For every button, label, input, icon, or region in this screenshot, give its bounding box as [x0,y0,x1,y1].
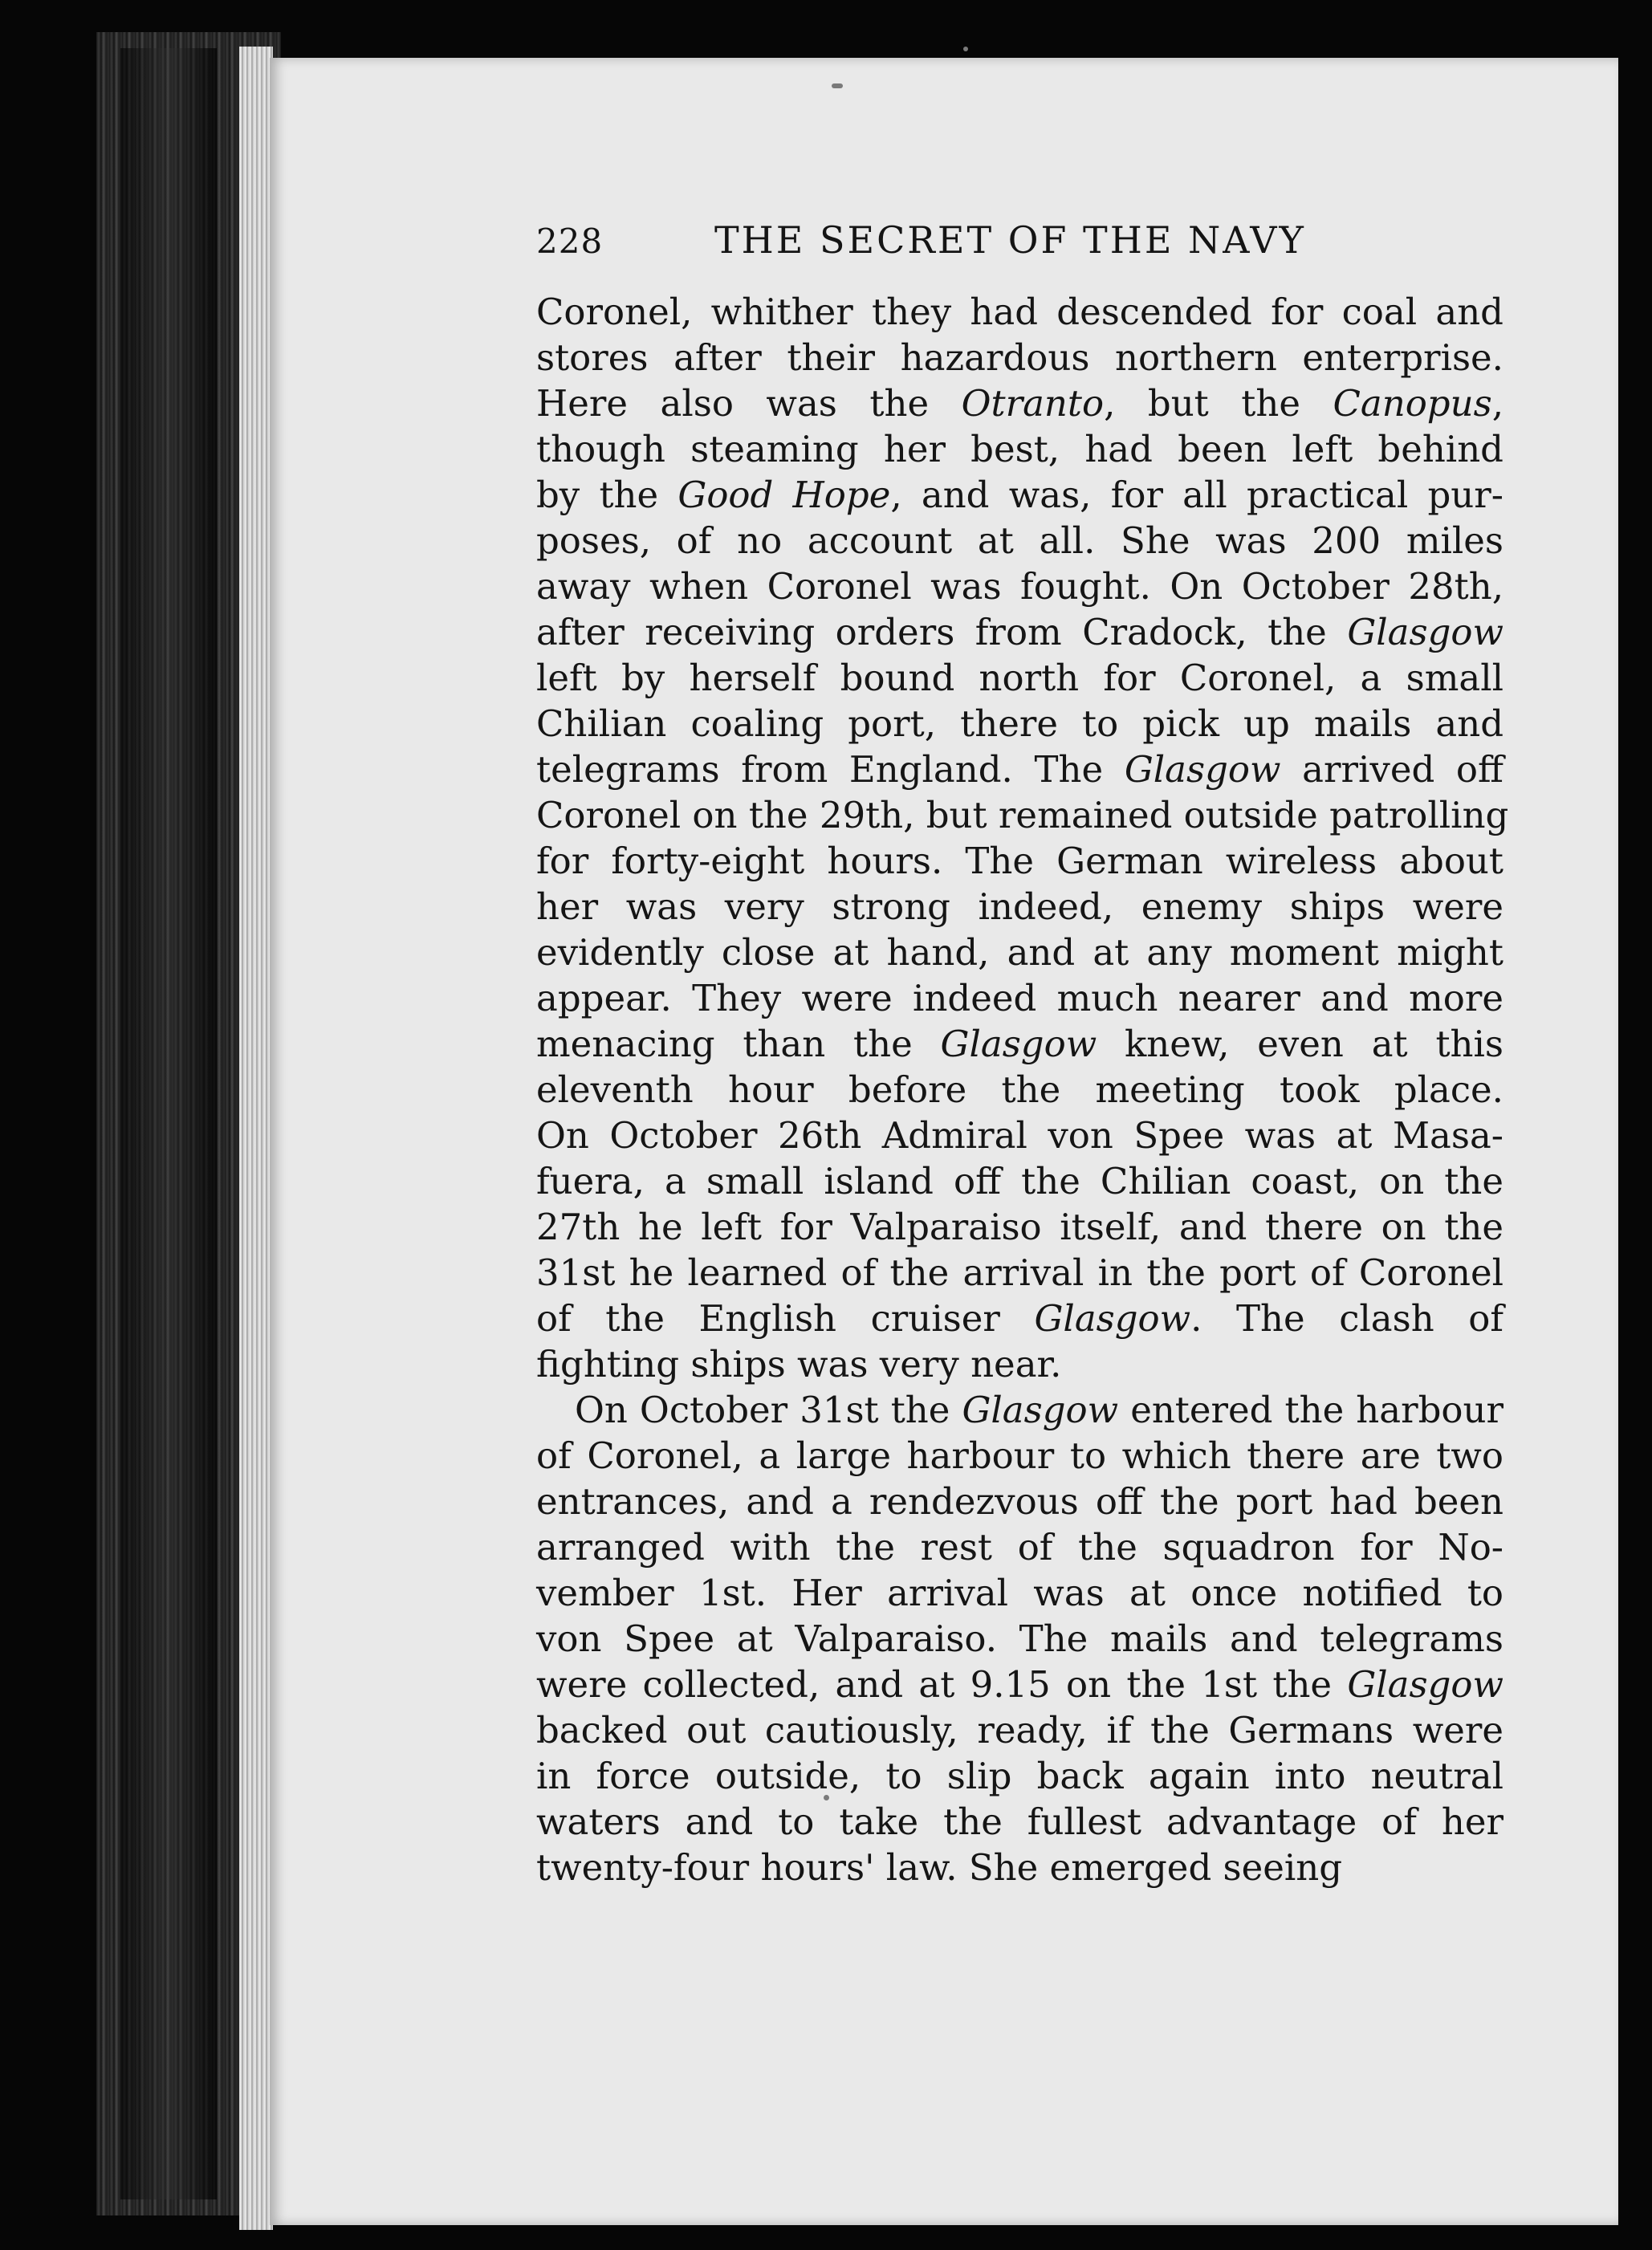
text-run: On October 31st the [575,1389,962,1431]
running-head [536,215,1339,271]
text-line [536,289,1503,335]
text-run: 31st he learned of the arrival in the port of Coronel [536,1251,1503,1294]
text-run: entered the harbour [1118,1389,1503,1431]
text-line [536,1158,1503,1204]
text-line [536,884,1503,930]
text-run: of the English cruiser [536,1297,1035,1340]
text-line [536,1387,1503,1433]
text-run: her was very strong indeed, enemy ships were [536,885,1503,928]
text-run: , [1491,382,1503,425]
text-line [536,1296,1503,1341]
text-line [536,1799,1503,1845]
text-run: menacing than the [536,1023,941,1065]
text-line [536,380,1503,426]
text-run: Chilian coaling port, there to pick up mails and [536,702,1503,745]
text-run: , and was, for all practical pur- [890,474,1503,516]
text-line [536,518,1503,564]
text-line [536,426,1503,472]
text-line [536,1341,1503,1387]
text-run: fighting ships was very near. [536,1343,1062,1385]
ship-name: Glasgow [940,1023,1097,1065]
text-run: Coronel, whither they had descended for coal and [536,291,1503,333]
scan-speck [963,47,968,51]
text-line [536,747,1503,792]
text-run: eleventh hour before the meeting took place. [536,1068,1503,1111]
text-line [536,564,1503,609]
ship-name: Glasgow [1347,611,1503,653]
running-title: THE SECRET OF THE NAVY [714,218,1306,262]
text-run: , but the [1104,382,1333,425]
text-run: appear. They were indeed much nearer and more [536,977,1503,1019]
text-line [536,609,1503,655]
text-run: twenty-four hours' law. She emerged seeing [536,1846,1343,1889]
ship-name: Canopus [1333,382,1492,425]
ship-name: Glasgow [1124,748,1281,791]
text-run: entrances, and a rendezvous off the port had been [536,1480,1503,1523]
text-line [536,701,1503,747]
scan-speck [832,83,843,88]
text-run: evidently close at hand, and at any moment might [536,931,1503,974]
spine-shadow [120,48,217,2199]
text-run: poses, of no account at all. She was 200 miles [536,519,1503,562]
text-line [536,1204,1503,1250]
text-run: vember 1st. Her arrival was at once notified to [536,1572,1503,1614]
text-run: though steaming her best, had been left behind [536,428,1503,470]
page-edges [239,47,273,2230]
ship-name: Good Hope [677,474,891,516]
text-run: arranged with the rest of the squadron for No- [536,1526,1503,1568]
text-line [536,1753,1503,1799]
text-run: fuera, a small island off the Chilian coast, on the [536,1160,1503,1202]
text-run: 27th he left for Valparaiso itself, and there on the [536,1206,1503,1248]
text-line [536,1570,1503,1616]
text-line [536,1067,1503,1113]
body-text [536,289,1509,1890]
text-line [536,1250,1503,1296]
text-run: . The clash of [1190,1297,1504,1340]
text-line [536,838,1503,884]
text-line [536,1616,1503,1662]
text-run: after receiving orders from Cradock, the [536,611,1348,653]
text-run: stores after their hazardous northern enterprise. [536,336,1503,379]
text-run: for forty-eight hours. The German wireless about [536,840,1503,882]
text-line [536,335,1503,380]
text-line [536,1662,1503,1707]
text-run: von Spee at Valparaiso. The mails and telegrams [536,1617,1503,1660]
text-line [536,1524,1503,1570]
text-line [536,930,1503,975]
text-run: in force outside, to slip back again into neutral [536,1755,1503,1797]
ship-name: Glasgow [962,1389,1119,1431]
ship-name: Glasgow [1034,1297,1191,1340]
text-line [536,655,1503,701]
text-run: away when Coronel was fought. On October 28th, [536,565,1503,608]
text-run: On October 26th Admiral von Spee was at Masa- [536,1114,1503,1157]
text-run: telegrams from England. The [536,748,1125,791]
text-line [536,1433,1503,1479]
text-line [536,472,1503,518]
text-run: Coronel on the 29th, but remained outside patrolling [536,794,1509,836]
ship-name: Glasgow [1347,1663,1503,1706]
text-run: backed out cautiously, ready, if the Germans were [536,1709,1503,1752]
text-line [536,975,1503,1021]
text-line [536,1845,1503,1890]
text-line [536,1021,1503,1067]
text-run: by the [536,474,678,516]
text-run: waters and to take the fullest advantage of her [536,1800,1503,1843]
text-line [536,1479,1503,1524]
text-line [536,792,1509,838]
text-run: arrived off [1280,748,1503,791]
text-run: left by herself bound north for Coronel, a small [536,657,1503,699]
page-number: 228 [536,222,604,261]
text-line [536,1707,1503,1753]
text-run: Here also was the [536,382,962,425]
ship-name: Otranto [961,382,1105,425]
text-line [536,1113,1503,1158]
text-run: knew, even at this [1097,1023,1503,1065]
text-run: were collected, and at 9.15 on the 1st the [536,1663,1348,1706]
text-run: of Coronel, a large harbour to which there are two [536,1434,1503,1477]
